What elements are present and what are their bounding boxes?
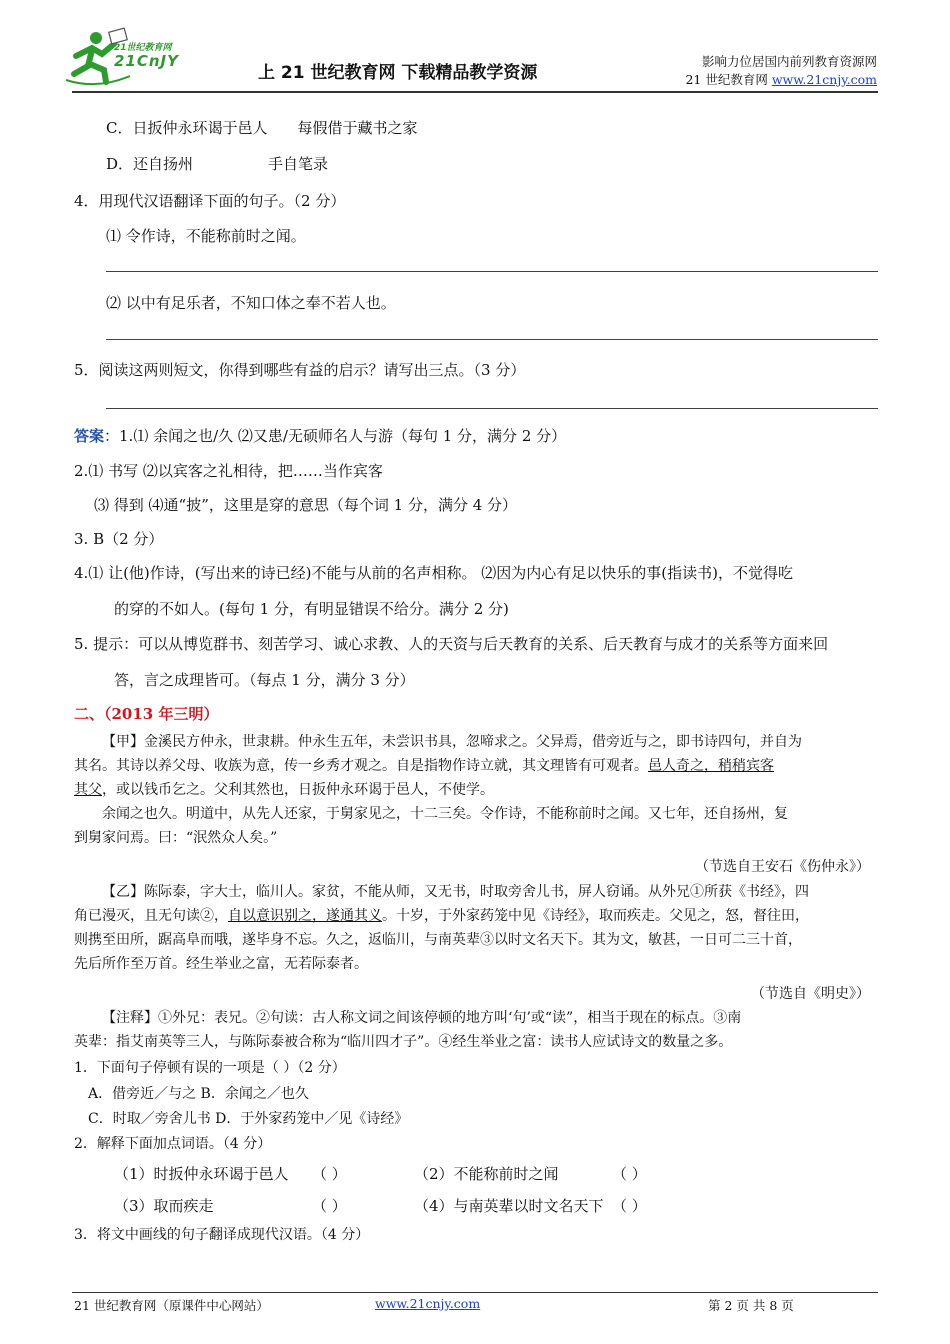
underlined-sentence-1b: 其父 — [74, 782, 102, 798]
header-title: 上 21 世纪教育网 下载精品教学资源 — [258, 63, 538, 83]
logo-small-text: 21世纪教育网 — [114, 43, 172, 53]
section-heading: 二、（2013 年三明） — [74, 705, 219, 723]
sub-question-2-blank3[interactable]: （ ） — [312, 1197, 347, 1215]
sub-question-2-blank2[interactable]: （ ） — [612, 1165, 647, 1183]
answer-4: 4.⑴ 让(他)作诗，(写出来的诗已经)不能与从前的名声相称。 ⑵因为内心有足以快乐的事(指读书)，不觉得吃 — [74, 564, 793, 582]
passage-jia-line3 — [74, 778, 880, 802]
sub-question-1: 1．下面句子停顿有误的一项是（ ）（2 分） — [74, 1060, 346, 1076]
answer-3: 3. B（2 分） — [74, 530, 164, 548]
passage-yi-line2-b: 。十岁，于外家药笼中见《诗经》，取而疾走。父见之，怒，督往田， — [382, 908, 809, 924]
logo — [62, 26, 192, 88]
question-4: 4．用现代汉语翻译下面的句子。（2 分） — [74, 192, 346, 210]
sub-question-2: 2．解释下面加点词语。（4 分） — [74, 1136, 272, 1152]
answer-1 — [74, 425, 566, 446]
sub-question-2-item4: （4）与南英辈以时文名天下 — [414, 1197, 604, 1215]
sub-question-1-options-ab: A．借旁近／与之 B．余闻之／也久 — [88, 1086, 309, 1102]
answer-2: 2.⑴ 书写 ⑵以宾客之礼相待，把……当作宾客 — [74, 462, 383, 480]
notes-line1: 【注释】①外兄：表兄。②句读：古人称文词之间该停顿的地方叫‘句’或“读”，相当于现在的标点。③南 — [102, 1010, 742, 1026]
sub-question-2-item1: （1）时扳仲永环谒于邑人 — [114, 1165, 289, 1183]
sub-question-2-item2: （2）不能称前时之闻 — [414, 1165, 559, 1183]
answer-line-1[interactable] — [106, 271, 878, 272]
passage-yi-line2 — [74, 904, 880, 928]
footer-page-number: 第 2 页 共 8 页 — [708, 1298, 794, 1313]
header-site — [685, 70, 877, 88]
option-d-part1: D．还自扬州 — [106, 155, 194, 173]
option-d-part2: 手自笔录 — [268, 155, 329, 173]
header-site-link[interactable]: www.21cnjy.com — [771, 72, 877, 87]
option-d — [106, 153, 193, 174]
underlined-sentence-2: 自以意识别之，遂通其义 — [228, 908, 382, 924]
passage-jia-source: （节选自王安石《伤仲永》） — [695, 859, 870, 875]
logo-large-text: 21CnJY — [114, 52, 180, 70]
header-rule — [72, 91, 878, 93]
passage-jia-line2 — [74, 754, 880, 778]
question-5: 5．阅读这两则短文，你得到哪些有益的启示？请写出三点。（3 分） — [74, 361, 526, 379]
footer-link[interactable]: www.21cnjy.com — [375, 1296, 481, 1311]
sub-question-3: 3．将文中画线的句子翻译成现代汉语。（4 分） — [74, 1227, 370, 1243]
passage-yi-line2-a: 角已漫灭，且无句读②， — [74, 908, 228, 924]
answer-label: 答案 — [74, 427, 105, 445]
passage-jia-line1: 【甲】金溪民方仲永，世隶耕。仲永生五年，未尝识书具，忽啼求之。父异焉，借旁近与之，即书诗四句，并自为 — [102, 734, 802, 750]
answer-4b: 的穿的不如人。(每句 1 分，有明显错误不给分。满分 2 分) — [114, 600, 509, 618]
passage-jia-line2-text: 其名。其诗以养父母、收族为意，传一乡秀才观之。自是指物作诗立就，其文理皆有可观者。 — [74, 758, 648, 774]
option-d-second — [268, 153, 328, 174]
answer-line-2[interactable] — [106, 339, 878, 340]
answer-5: 5. 提示：可以从博览群书、刻苦学习、诚心求教、人的天资与后天教育的关系、后天教育与成才的关系等方面来回 — [74, 635, 829, 653]
footer-left: 21 世纪教育网（原课件中心网站） — [74, 1298, 269, 1313]
option-c-text: C．日扳仲永环谒于邑人 每假借于藏书之家 — [106, 119, 418, 137]
answer-5b: 答，言之成理皆可。（每点 1 分，满分 3 分） — [114, 671, 415, 689]
question-4-2: ⑵ 以中有足乐者，不知口体之奉不若人也。 — [106, 294, 396, 312]
passage-yi-source: （节选自《明史》） — [751, 986, 870, 1002]
passage-jia-p2-line2: 到舅家问焉。曰：“泯然众人矣。” — [74, 830, 278, 846]
passage-yi-line4: 先后所作至万首。经生举业之富，无若际泰者。 — [74, 956, 368, 972]
passage-yi-line3: 则携至田所，踞高阜而哦，遂毕身不忘。久之，返临川，与南英辈③以时文名天下。其为文，敏甚，一日可二三十首， — [74, 932, 802, 948]
footer-center — [375, 1296, 480, 1311]
passage-yi-line1: 【乙】陈际泰，字大士，临川人。家贫，不能从师，又无书，时取旁舍儿书，屏人窃诵。从外兄①所获《书经》，四 — [102, 884, 809, 900]
question-4-1: ⑴ 令作诗，不能称前时之闻。 — [106, 227, 306, 245]
answer-line-3[interactable] — [106, 408, 878, 409]
sub-question-1-options-cd: C．时取／旁舍儿书 D．于外家药笼中／见《诗经》 — [88, 1111, 409, 1127]
sub-question-2-blank1[interactable]: （ ） — [312, 1165, 347, 1183]
header-site-label: 21 世纪教育网 — [685, 72, 772, 87]
header-tagline: 影响力位居国内前列教育资源网 — [701, 54, 877, 69]
option-c — [106, 117, 417, 138]
passage-jia-line3-text: ，或以钱币乞之。父利其然也，日扳仲永环谒于邑人，不使学。 — [102, 782, 494, 798]
answer-1-text: ：1.⑴ 余闻之也/久 ⑵又患/无硕师名人与游（每句 1 分，满分 2 分） — [104, 427, 567, 445]
passage-jia — [74, 730, 880, 850]
sub-question-2-item3: （3）取而疾走 — [114, 1197, 214, 1215]
answer-2b: ⑶ 得到 ⑷通“披”，这里是穿的意思（每个词 1 分，满分 4 分） — [94, 496, 518, 514]
footer-rule — [72, 1292, 878, 1293]
passage-yi — [74, 880, 880, 976]
passage-jia-p2-line1: 余闻之也久。明道中，从先人还家，于舅家见之，十二三矣。令作诗，不能称前时之闻。又七年，还自扬州，复 — [102, 806, 788, 822]
notes-line2: 英辈：指艾南英等三人，与陈际泰被合称为“临川四才子”。④经生举业之富：读书人应试诗文的数量之多。 — [74, 1034, 733, 1050]
underlined-sentence-1a: 邑人奇之，稍稍宾客 — [648, 758, 774, 774]
notes — [74, 1006, 880, 1054]
sub-question-2-blank4[interactable]: （ ） — [612, 1197, 647, 1215]
